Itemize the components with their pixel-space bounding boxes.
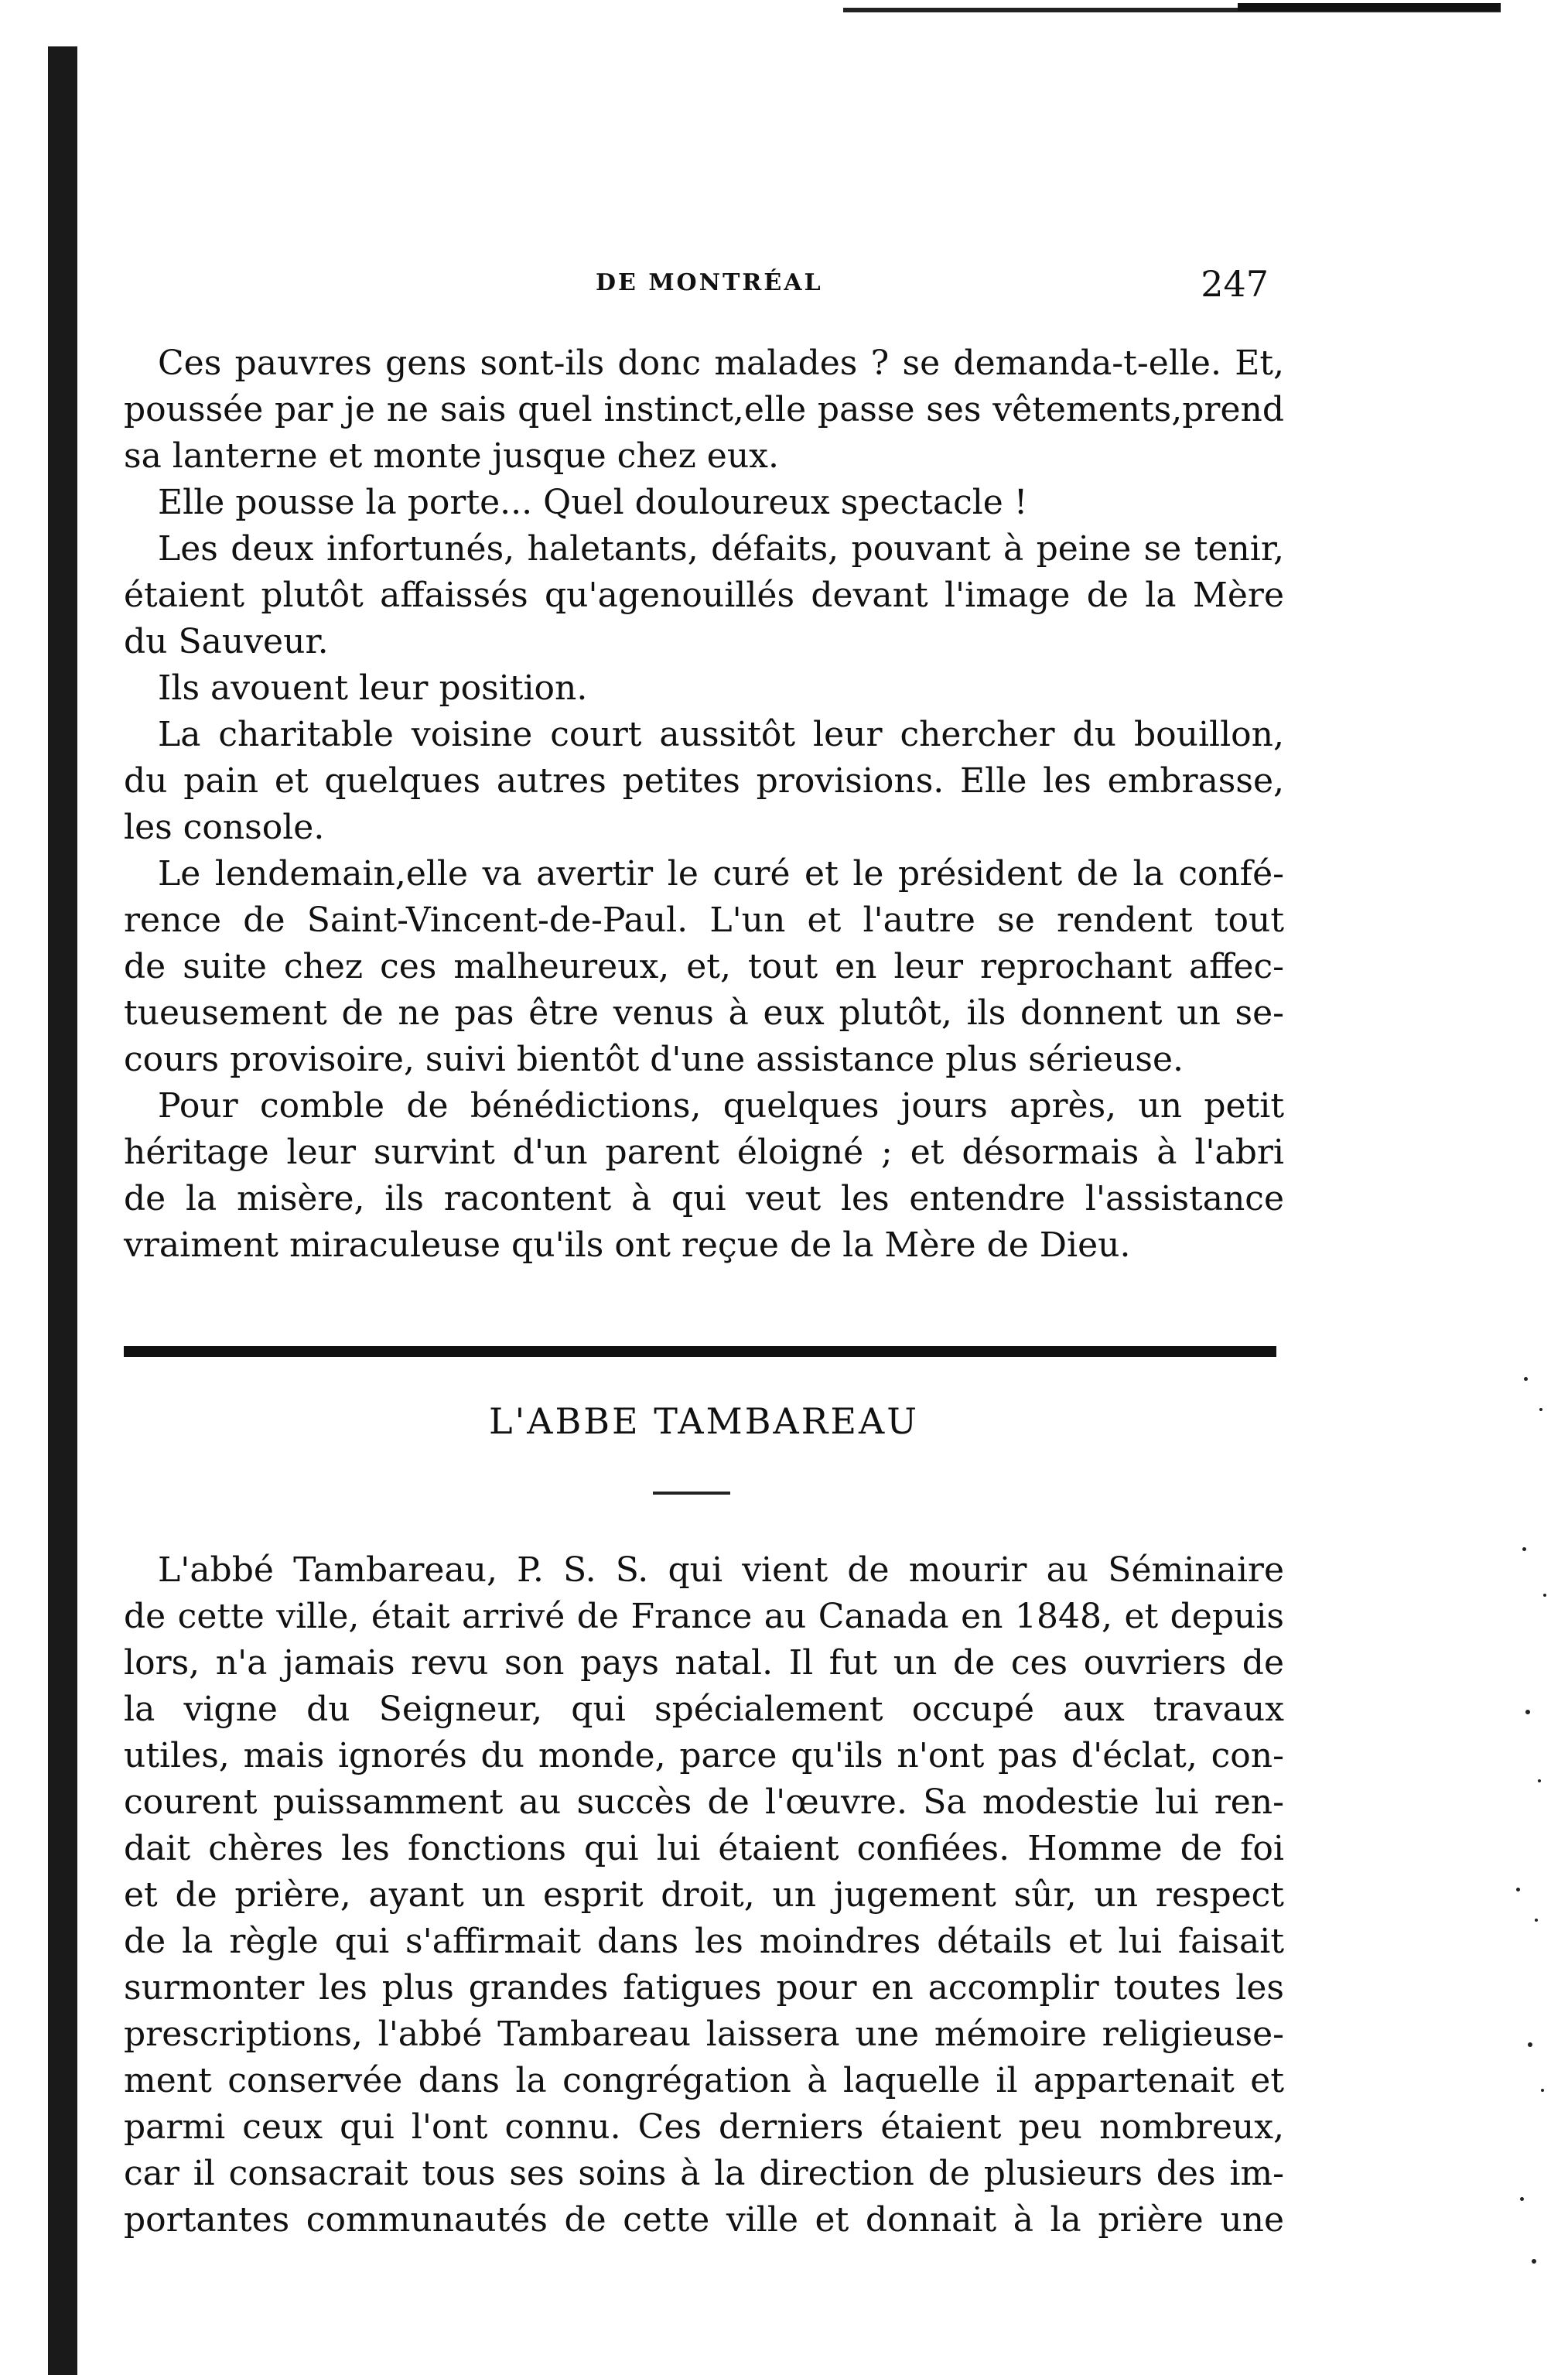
text-line: surmonter les plus grandes fatigues pour en accomplir toutes les	[124, 1968, 1284, 2008]
text-line: vraiment miraculeuse qu'ils ont reçue de la Mère de Dieu.	[124, 1225, 1131, 1265]
scan-specks	[1508, 1377, 1555, 2367]
text-line: car il consacrait tous ses soins à la direction de plusieurs des im-	[124, 2154, 1284, 2193]
text-line: de la misère, ils racontent à qui veut les entendre l'assistance	[124, 1179, 1284, 1218]
text-line: rence de Saint-Vincent-de-Paul. L'un et l'autre se rendent tout	[124, 900, 1284, 940]
text-line: ment conservée dans la congrégation à laquelle il appartenait et	[124, 2061, 1284, 2100]
text-line: les console.	[124, 808, 325, 847]
text-line: tueusement de ne pas être venus à eux plutôt, ils donnent un se-	[124, 993, 1284, 1033]
text-line: sa lanterne et monte jusque chez eux.	[124, 436, 779, 476]
text-line: Pour comble de bénédictions, quelques jours après, un petit	[158, 1086, 1284, 1126]
text-line: Ils avouent leur position.	[158, 668, 588, 708]
title-underline	[653, 1492, 730, 1495]
section-divider	[124, 1346, 1276, 1357]
top-scan-rule-thick	[1238, 3, 1501, 11]
text-line: cours provisoire, suivi bientôt d'une assistance plus sérieuse.	[124, 1040, 1184, 1079]
text-line: La charitable voisine court aussitôt leur chercher du bouillon,	[158, 715, 1284, 754]
text-line: étaient plutôt affaissés qu'agenouillés devant l'image de la Mère	[124, 576, 1284, 615]
text-line: portantes communautés de cette ville et donnait à la prière une	[124, 2200, 1284, 2240]
body-text-after	[124, 1547, 1284, 2243]
text-line: et de prière, ayant un esprit droit, un jugement sûr, un respect	[124, 1875, 1284, 1915]
text-line: Elle pousse la porte... Quel douloureux spectacle !	[158, 483, 1028, 522]
running-head: DE MONTRÉAL	[596, 269, 823, 296]
text-line: de la règle qui s'affirmait dans les moindres détails et lui faisait	[124, 1922, 1284, 1961]
text-line: Ces pauvres gens sont-ils donc malades ? se demanda-t-elle. Et,	[158, 343, 1284, 383]
page-number: 247	[1201, 263, 1269, 305]
section-title: L'ABBE TAMBAREAU	[489, 1400, 919, 1442]
text-line: L'abbé Tambareau, P. S. S. qui vient de mourir au Séminaire	[158, 1550, 1284, 1590]
text-line: Le lendemain,elle va avertir le curé et le président de la confé-	[158, 854, 1284, 894]
text-line: poussée par je ne sais quel instinct,elle passe ses vêtements,prend	[124, 390, 1284, 429]
text-line: dait chères les fonctions qui lui étaient confiées. Homme de foi	[124, 1829, 1284, 1868]
text-line: du pain et quelques autres petites provisions. Elle les embrasse,	[124, 761, 1284, 801]
text-line: la vigne du Seigneur, qui spécialement occupé aux travaux	[124, 1690, 1284, 1729]
text-line: héritage leur survint d'un parent éloigné ; et désormais à l'abri	[124, 1133, 1284, 1172]
text-line: prescriptions, l'abbé Tambareau laissera une mémoire religieuse-	[124, 2014, 1284, 2054]
body-text-before	[124, 340, 1284, 1269]
text-line: courent puissamment au succès de l'œuvre. Sa modestie lui ren-	[124, 1782, 1284, 1822]
text-line: utiles, mais ignorés du monde, parce qu'ils n'ont pas d'éclat, con-	[124, 1736, 1284, 1775]
page-header	[124, 263, 1284, 309]
scan-binding-edge	[48, 46, 77, 2375]
text-line: lors, n'a jamais revu son pays natal. Il fut un de ces ouvriers de	[124, 1643, 1284, 1683]
text-line: parmi ceux qui l'ont connu. Ces derniers étaient peu nombreux,	[124, 2107, 1284, 2147]
text-line: de cette ville, était arrivé de France au Canada en 1848, et depuis	[124, 1597, 1284, 1636]
text-line: du Sauveur.	[124, 622, 329, 661]
text-line: de suite chez ces malheureux, et, tout en leur reprochant affec-	[124, 947, 1284, 986]
text-line: Les deux infortunés, haletants, défaits, pouvant à peine se tenir,	[158, 529, 1284, 569]
